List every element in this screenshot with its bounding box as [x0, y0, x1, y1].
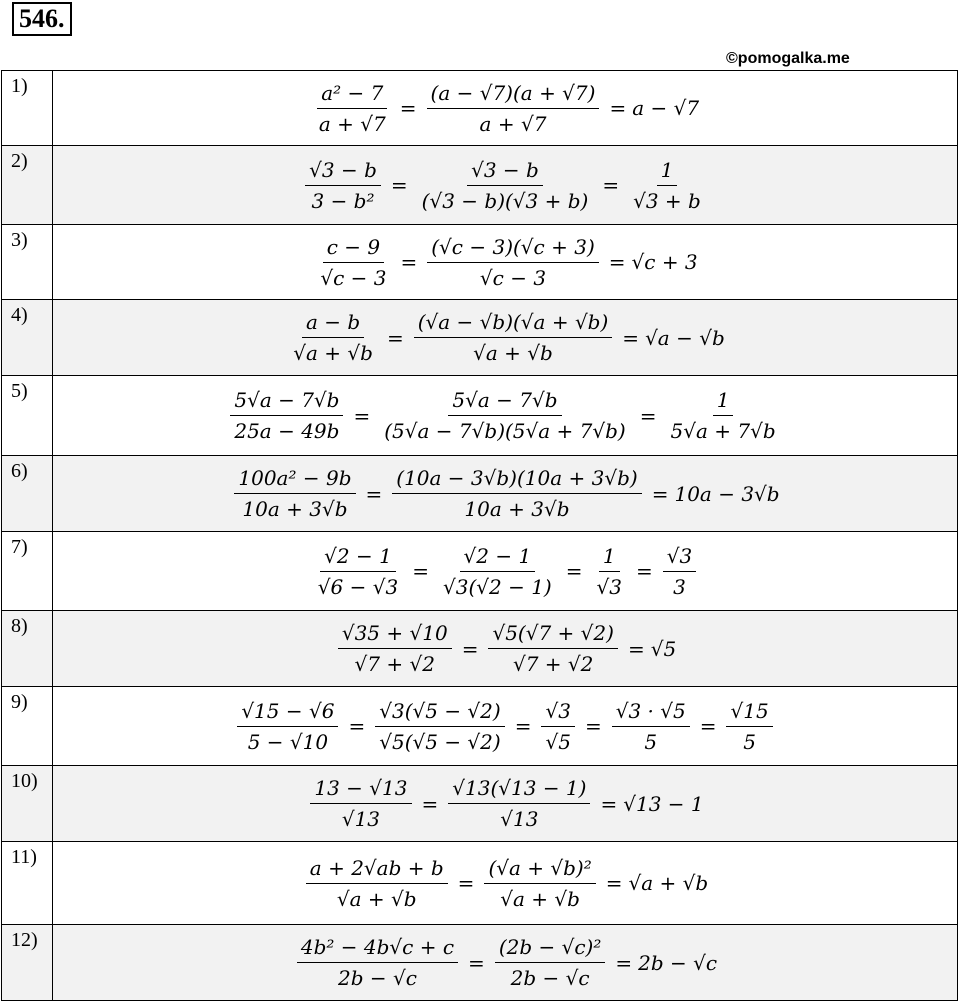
- equals-sign: =: [468, 950, 485, 975]
- result: 2b − √c: [638, 950, 718, 975]
- fraction: $\frac{√15}{5}$: [726, 699, 772, 754]
- row-expression: [53, 225, 958, 300]
- equals-sign: =: [615, 950, 633, 975]
- equals-sign: =: [627, 636, 645, 661]
- table-row: [2, 300, 958, 376]
- equation: [230, 466, 779, 521]
- fraction: $\frac{5√a - 7√b}{(5√a - 7√b)(5√a + 7√b)}$: [384, 388, 626, 443]
- table-row: [2, 687, 958, 766]
- equation: [233, 699, 776, 754]
- row-number: 11): [2, 842, 53, 925]
- row-expression: [53, 376, 958, 456]
- row-number: 10): [2, 766, 53, 842]
- fraction: $\frac{√15 - √6}{5 - √10}$: [237, 699, 338, 754]
- equals-sign: =: [565, 559, 583, 583]
- fraction: $\frac{(√a - √b)(√a + √b)}{√a + √b}$: [414, 310, 613, 365]
- table-row: [2, 71, 958, 146]
- equals-sign: =: [651, 481, 669, 506]
- fraction: $\frac{√3 \cdot √5}{5}$: [612, 699, 690, 754]
- equation: [226, 388, 783, 443]
- row-number: 9): [2, 687, 53, 766]
- table-row: [2, 376, 958, 456]
- row-expression: [53, 611, 958, 687]
- fraction: $\frac{a + 2√ab + b}{√a + √b}$: [306, 856, 448, 911]
- row-number: 3): [2, 225, 53, 300]
- fraction: $\frac{1}{5√a + 7√b}$: [670, 388, 776, 443]
- row-number: 6): [2, 456, 53, 532]
- result: 10a − 3√b: [674, 481, 780, 506]
- table-row: [2, 766, 958, 842]
- row-number: 1): [2, 71, 53, 146]
- fraction: $\frac{(a - √7)(a + √7)}{a + √7}$: [427, 81, 600, 136]
- fraction: $\frac{\text{4b² − 4b√c + c}}{2b - √c}$: [297, 935, 458, 990]
- fraction: $\frac{√13(√13 - 1)}{√13}$: [448, 776, 590, 831]
- equals-sign: =: [584, 714, 602, 738]
- equals-sign: =: [609, 96, 627, 120]
- table-row: [2, 456, 958, 532]
- equals-sign: =: [365, 481, 383, 506]
- solutions-table: [1, 70, 958, 1001]
- row-expression: [53, 71, 958, 146]
- result: √13 − 1: [623, 791, 704, 816]
- row-expression: [53, 456, 958, 532]
- table-row: [2, 225, 958, 300]
- fraction: $\frac{1}{√3}$: [596, 543, 622, 599]
- row-expression: [53, 146, 958, 225]
- equals-sign: =: [421, 791, 439, 816]
- fraction: $\frac{√35 + √10}{√7 + √2}$: [338, 621, 452, 676]
- equation: [306, 776, 703, 831]
- fraction: $\frac{c - 9}{√c - 3}$: [320, 234, 387, 290]
- equation: [312, 235, 697, 290]
- equals-sign: =: [386, 325, 404, 350]
- fraction: $\frac{5√a - 7√b}{25a - 49b}$: [230, 388, 343, 443]
- fraction: $\frac{\text{(√a + √b)²}}{√a + √b}$: [484, 856, 595, 911]
- row-number: 4): [2, 300, 53, 376]
- equals-sign: =: [412, 559, 429, 583]
- equals-sign: =: [514, 714, 532, 738]
- equals-sign: =: [390, 173, 408, 197]
- equation: [301, 158, 709, 213]
- fraction: $\frac{\text{a² − 7}}{a + √7}$: [318, 80, 386, 136]
- result: a − √7: [632, 96, 700, 120]
- equation: [293, 935, 717, 990]
- equation: [285, 310, 725, 365]
- fraction: $\frac{√3 - b}{\text{3 − b²}}$: [305, 158, 381, 213]
- fraction: $\frac{(√c - 3)(√c + 3)}{√c - 3}$: [427, 235, 599, 290]
- row-expression: [53, 925, 958, 1001]
- row-number: 5): [2, 376, 53, 456]
- row-expression: [53, 300, 958, 376]
- equals-sign: =: [602, 173, 620, 197]
- fraction: $\frac{√3 - b}{(√3 - b)(√3 + b)}$: [421, 157, 589, 213]
- equals-sign: =: [353, 403, 371, 428]
- fraction: $\frac{√5(√7 + √2)}{√7 + √2}$: [488, 621, 617, 676]
- row-expression: [53, 687, 958, 766]
- table-row: [2, 611, 958, 687]
- equals-sign: =: [399, 96, 417, 120]
- row-expression: [53, 766, 958, 842]
- fraction: $\frac{(10a - 3√b)(10a + 3√b)}{10a + 3√b}$: [392, 466, 641, 521]
- equals-sign: =: [600, 791, 618, 816]
- row-expression: [53, 842, 958, 925]
- equals-sign: =: [605, 871, 623, 895]
- row-number: 2): [2, 146, 53, 225]
- fraction: $\frac{√2 - 1}{√3(√2 - 1)}$: [442, 543, 552, 599]
- fraction: $\frac{√3}{3}$: [663, 544, 696, 599]
- fraction: $\frac{\text{100a² − 9b}}{10a + 3√b}$: [234, 466, 355, 521]
- table-row: [2, 925, 958, 1001]
- equals-sign: =: [457, 871, 475, 895]
- fraction: $\frac{√2 - 1}{√6 - √3}$: [317, 543, 399, 599]
- result: √a + √b: [628, 871, 709, 895]
- result: √c + 3: [631, 250, 698, 274]
- equals-sign: =: [348, 714, 366, 738]
- equation: [302, 856, 708, 911]
- fraction: $\frac{√3}{√5}$: [541, 699, 574, 754]
- fraction: $\frac{\text{(2b − √c)²}}{2b - √c}$: [495, 935, 606, 990]
- equals-sign: =: [608, 250, 626, 274]
- row-number: 12): [2, 925, 53, 1001]
- row-number: 8): [2, 611, 53, 687]
- equation: [310, 544, 700, 599]
- equals-sign: =: [639, 403, 657, 428]
- table-row: [2, 532, 958, 611]
- equals-sign: =: [622, 325, 640, 350]
- fraction: $\frac{√3(√5 - √2)}{√5(√5 - √2)}$: [375, 699, 504, 754]
- table-row: [2, 842, 958, 925]
- result: √5: [650, 636, 677, 661]
- equation: [334, 621, 676, 676]
- watermark: ©pomogalka.me: [726, 50, 850, 67]
- result: √a − √b: [645, 325, 725, 350]
- equals-sign: =: [400, 250, 418, 274]
- equals-sign: =: [461, 636, 479, 661]
- fraction: $\frac{a - b}{√a + √b}$: [293, 310, 373, 365]
- table-row: [2, 146, 958, 225]
- fraction: $\frac{13 - √13}{√13}$: [310, 776, 411, 831]
- equals-sign: =: [699, 714, 717, 738]
- row-expression: [53, 532, 958, 611]
- equation: [311, 81, 699, 136]
- problem-number: 546.: [12, 2, 72, 36]
- fraction: $\frac{1}{√3 + b}$: [633, 157, 701, 213]
- row-number: 7): [2, 532, 53, 611]
- equals-sign: =: [635, 559, 653, 583]
